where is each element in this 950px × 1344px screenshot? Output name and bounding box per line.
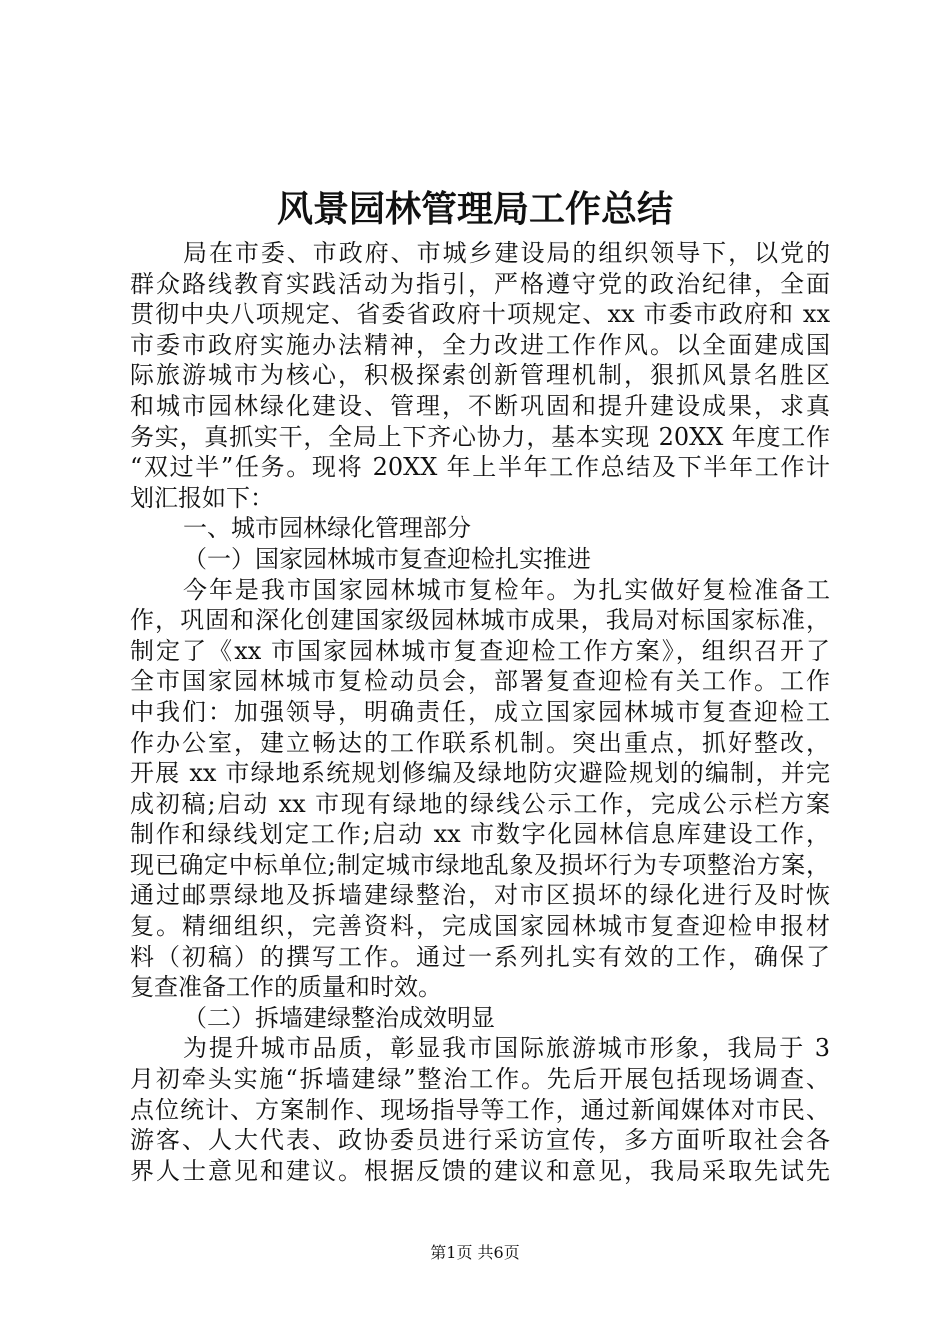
paragraph-line: 作办公室，建立畅达的工作联系机制。突出重点，抓好整改，	[130, 728, 830, 757]
paragraph-line: 为提升城市品质，彰显我市国际旅游城市形象，我局于 3	[183, 1034, 830, 1063]
paragraph-line: 点位统计、方案制作、现场指导等工作，通过新闻媒体对市民、	[130, 1095, 830, 1124]
paragraph-line: 贯彻中央八项规定、省委省政府十项规定、xx 市委市政府和 xx	[130, 300, 830, 329]
paragraph-line: 中我们：加强领导，明确责任，成立国家园林城市复查迎检工	[130, 697, 830, 726]
paragraph-line: 月初牵头实施“拆墙建绿”整治工作。先后开展包括现场调查、	[130, 1065, 830, 1094]
subsection-heading: （二）拆墙建绿整治成效明显	[183, 1003, 495, 1032]
section-heading: 一、城市园林绿化管理部分	[183, 514, 471, 543]
paragraph-line: 料（初稿）的撰写工作。通过一系列扎实有效的工作，确保了	[130, 942, 830, 971]
paragraph-line: 市委市政府实施办法精神，全力改进工作作风。以全面建成国	[130, 330, 830, 359]
paragraph-line: 制作和绿线划定工作;启动 xx 市数字化园林信息库建设工作，	[130, 820, 830, 849]
paragraph-line: 局在市委、市政府、市城乡建设局的组织领导下，以党的	[183, 239, 830, 267]
paragraph-line: 复。精细组织，完善资料，完成国家园林城市复查迎检申报材	[130, 912, 830, 941]
paragraph-line: 成初稿;启动 xx 市现有绿地的绿线公示工作，完成公示栏方案	[130, 789, 830, 818]
paragraph-line: “双过半”任务。现将 20XX 年上半年工作总结及下半年工作计	[130, 453, 830, 482]
paragraph-line: 作，巩固和深化创建国家级园林城市成果，我局对标国家标准，	[130, 606, 830, 635]
paragraph-line: 今年是我市国家园林城市复检年。为扎实做好复检准备工	[183, 575, 830, 604]
paragraph-subsection-1	[130, 575, 830, 1003]
paragraph-line: 通过邮票绿地及拆墙建绿整治，对市区损坏的绿化进行及时恢	[130, 881, 830, 910]
page-title: 风景园林管理局工作总结	[276, 188, 673, 230]
paragraph-line: 界人士意见和建议。根据反馈的建议和意见，我局采取先试先	[130, 1156, 830, 1185]
paragraph-line: 际旅游城市为核心，积极探索创新管理机制，狠抓风景名胜区	[130, 361, 830, 390]
subsection-heading: （一）国家园林城市复查迎检扎实推进	[183, 544, 591, 573]
paragraph-subsection-2	[130, 1033, 830, 1186]
paragraph-line: 复查准备工作的质量和时效。	[130, 973, 442, 1002]
paragraph-line: 制定了《xx 市国家园林城市复查迎检工作方案》，组织召开了	[130, 636, 830, 665]
paragraph-line: 游客、人大代表、政协委员进行采访宣传，多方面听取社会各	[130, 1126, 830, 1155]
paragraph-line: 务实，真抓实干，全局上下齐心协力，基本实现 20XX 年度工作	[130, 422, 830, 451]
paragraph-line: 全市国家园林城市复检动员会，部署复查迎检有关工作。工作	[130, 667, 830, 696]
paragraph-line: 开展 xx 市绿地系统规划修编及绿地防灾避险规划的编制，并完	[130, 759, 830, 788]
paragraph-line: 现已确定中标单位;制定城市绿地乱象及损坏行为专项整治方案，	[130, 850, 830, 879]
paragraph-intro	[130, 238, 830, 513]
paragraph-line: 划汇报如下：	[130, 483, 274, 512]
page-number-footer: 第1页 共6页	[430, 1243, 520, 1262]
paragraph-line: 群众路线教育实践活动为指引，严格遵守党的政治纪律，全面	[130, 269, 830, 298]
paragraph-line: 和城市园林绿化建设、管理，不断巩固和提升建设成果，求真	[130, 391, 830, 420]
document-body	[130, 238, 830, 1186]
